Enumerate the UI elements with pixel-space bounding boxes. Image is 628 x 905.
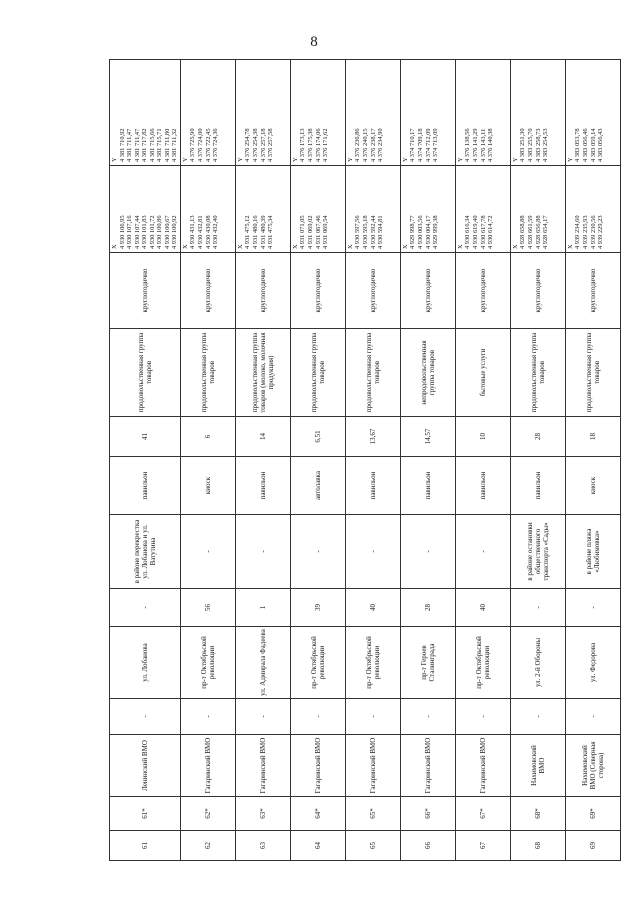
cell-object-type: павильон (400, 457, 455, 515)
coordinate-y-line: 4 376 234,90 (377, 128, 385, 162)
coordinate-x-line: 4 930 595,18 (362, 215, 370, 249)
cell-house-number: - (510, 589, 565, 627)
coordinate-y-line: 4 383 053,78 (574, 128, 582, 162)
cell-specialization: продовольственная группа товаров (180, 329, 235, 417)
coordinate-x-line: 4 930 597,56 (354, 215, 362, 249)
coordinate-y-line: 4 376 171,62 (322, 128, 330, 162)
cell-street: пр-т Октябрьской революции (290, 627, 345, 699)
cell-row-number: 62 (180, 831, 235, 861)
coordinate-y-line: 4 381 710,92 (118, 128, 126, 162)
cell-object-number: 61* (110, 797, 181, 831)
cell-district: Гагаринский ВМО (455, 735, 510, 797)
table-row (455, 60, 510, 861)
coordinate-x-line: 4 930 614,72 (487, 215, 495, 249)
coordinate-x-line: 4 929 998,77 (409, 215, 417, 249)
cell-object-type: киоск (565, 457, 620, 515)
table-row (510, 60, 565, 861)
cell-object-number: 66* (400, 797, 455, 831)
cell-row-number: 63 (235, 831, 290, 861)
cell-district: Гагаринский ВМО (180, 735, 235, 797)
cell-coordinates-y (110, 60, 181, 166)
cell-street: ул. 2-й Обороны (510, 627, 565, 699)
cell-district: Нахимовский ВМО (Северная сторона) (565, 735, 620, 797)
cell-operating-period: круглогодично (180, 253, 235, 329)
coordinate-y-line: 4 376 254,38 (252, 128, 260, 162)
cell-street: ул. Федорова (565, 627, 620, 699)
cell-column-4-value: - (290, 699, 345, 735)
cell-street: ул. Адмирала Фадеева (235, 627, 290, 699)
cell-row-number: 66 (400, 831, 455, 861)
page-number: 8 (310, 34, 318, 50)
coordinate-x-line: 4 930 107,16 (126, 215, 134, 249)
coordinate-x-line: 4 931 071,05 (299, 215, 307, 249)
cell-object-number: 69* (565, 797, 620, 831)
cell-object-type: павильон (110, 457, 181, 515)
coordinate-x-line: X (401, 244, 409, 249)
coordinate-y-line: 4 381 711,47 (126, 128, 134, 162)
coordinate-x-line: X (346, 244, 354, 249)
coordinate-x-line: X (181, 244, 189, 249)
coordinate-y-line: 4 376 722,45 (204, 128, 212, 162)
coordinate-y-line: 4 374 709,18 (417, 128, 425, 162)
coordinate-x-line: 4 930 107,44 (133, 215, 141, 249)
cell-house-number: 56 (180, 589, 235, 627)
coordinate-x-line: X (456, 244, 464, 249)
cell-specialization: продовольственная группа товаров (290, 329, 345, 417)
coordinate-y-line: Y (346, 157, 354, 162)
cell-coordinates-x (345, 166, 400, 253)
table-row (400, 60, 455, 861)
coordinate-y-line: 4 376 236,86 (354, 128, 362, 162)
coordinate-y-line: Y (401, 157, 409, 162)
cell-object-type: киоск (180, 457, 235, 515)
coordinate-y-line: 4 376 238,17 (369, 128, 377, 162)
cell-object-number: 62* (180, 797, 235, 831)
cell-coordinates-x (235, 166, 290, 253)
coordinate-y-line: 4 374 713,09 (432, 128, 440, 162)
cell-column-4-value: - (510, 699, 565, 735)
cell-column-4-value: - (345, 699, 400, 735)
cell-operating-period: круглогодично (565, 253, 620, 329)
table-row (180, 60, 235, 861)
cell-object-type: павильон (510, 457, 565, 515)
cell-specialization: бытовые услуги (455, 329, 510, 417)
coordinate-x-line: X (291, 244, 299, 249)
cell-district: Гагаринский ВМО (400, 735, 455, 797)
cell-area: 41 (110, 417, 181, 457)
cell-house-number: - (110, 589, 181, 627)
cell-coordinates-x (455, 166, 510, 253)
cell-operating-period: круглогодично (110, 253, 181, 329)
coordinate-y-line: Y (181, 157, 189, 162)
coordinate-y-line: 4 376 254,78 (244, 128, 252, 162)
coordinate-x-line: 4 929 999,38 (432, 215, 440, 249)
coordinate-y-line: Y (566, 157, 574, 162)
cell-specialization: продовольственная группа товаров (565, 329, 620, 417)
cell-area: 14 (235, 417, 290, 457)
coordinate-x-line: 4 930 100,86 (156, 215, 164, 249)
cell-coordinates-x (510, 166, 565, 253)
coordinate-x-line: 4 930 004,17 (424, 215, 432, 249)
coordinate-y-line: 4 374 710,17 (409, 128, 417, 162)
coordinate-y-line: 4 374 712,09 (424, 128, 432, 162)
cell-house-number: 1 (235, 589, 290, 627)
cell-column-4-value: - (455, 699, 510, 735)
cell-area: 13,67 (345, 417, 400, 457)
cell-specialization: продовольственная группа товаров (110, 329, 181, 417)
coordinate-x-line: 4 930 619,40 (472, 215, 480, 249)
cell-coordinates-x (290, 166, 345, 253)
coordinate-x-line: 4 930 616,34 (464, 215, 472, 249)
cell-column-4-value: - (180, 699, 235, 735)
coordinate-x-line: 4 931 480,39 (259, 215, 267, 249)
cell-operating-period: круглогодично (345, 253, 400, 329)
cell-district: Гагаринский ВМО (235, 735, 290, 797)
cell-coordinates-y (400, 60, 455, 166)
coordinate-y-line: 4 376 174,06 (314, 128, 322, 162)
cell-specialization: непродовольственная группа товаров (400, 329, 455, 417)
coordinate-x-line: 4 930 592,44 (369, 215, 377, 249)
coordinate-x-line: 4 930 617,78 (479, 215, 487, 249)
table-row (345, 60, 400, 861)
coordinate-x-line: 4 930 106,95 (118, 215, 126, 249)
coordinate-y-line: 4 381 715,71 (156, 128, 164, 162)
coordinate-y-line: 4 376 173,13 (299, 128, 307, 162)
cell-landmark: - (345, 515, 400, 589)
cell-column-4-value: - (565, 699, 620, 735)
cell-object-number: 64* (290, 797, 345, 831)
cell-house-number: 40 (455, 589, 510, 627)
trade-objects-table (109, 59, 621, 861)
coordinate-x-line: 4 930 432,40 (212, 215, 220, 249)
coordinate-y-line: Y (291, 157, 299, 162)
coordinate-x-line: 4 930 100,67 (163, 215, 171, 249)
cell-specialization: продовольственная группа товаров (молоко, молочная продукция) (235, 329, 290, 417)
table-row (235, 60, 290, 861)
cell-coordinates-x (565, 166, 620, 253)
coordinate-y-line: 4 376 240,15 (362, 128, 370, 162)
coordinate-x-line: 4 930 101,83 (141, 215, 149, 249)
cell-object-number: 63* (235, 797, 290, 831)
coordinate-x-line: X (566, 244, 574, 249)
cell-landmark: - (235, 515, 290, 589)
cell-coordinates-y (290, 60, 345, 166)
cell-coordinates-x (110, 166, 181, 253)
cell-row-number: 64 (290, 831, 345, 861)
cell-object-type: павильон (455, 457, 510, 515)
cell-specialization: продовольственная группа товаров (345, 329, 400, 417)
coordinate-y-line: 4 381 711,80 (163, 128, 171, 162)
coordinate-y-line: 4 383 059,14 (589, 128, 597, 162)
coordinate-x-line: 4 928 654,17 (542, 215, 550, 249)
coordinate-x-line: 4 928 656,88 (534, 215, 542, 249)
cell-operating-period: круглогодично (400, 253, 455, 329)
cell-row-number: 68 (510, 831, 565, 861)
coordinate-x-line: 4 939 234,60 (574, 215, 582, 249)
cell-landmark: - (180, 515, 235, 589)
cell-area: 28 (510, 417, 565, 457)
coordinate-y-line: 4 376 138,56 (464, 128, 472, 162)
coordinate-y-line: 4 383 056,43 (597, 128, 605, 162)
coordinate-y-line: 4 376 724,00 (197, 128, 205, 162)
coordinate-y-line: 4 383 254,53 (542, 128, 550, 162)
table-row (565, 60, 620, 861)
rotated-table-frame (109, 60, 605, 861)
coordinate-y-line: 4 381 711,32 (171, 128, 179, 162)
cell-specialization: продовольственная группа товаров (510, 329, 565, 417)
coordinate-y-line: 4 376 257,18 (259, 128, 267, 162)
coordinate-x-line: 4 930 431,13 (189, 215, 197, 249)
coordinate-x-line: X (111, 244, 118, 249)
cell-street: пр-т Героев Сталинграда (400, 627, 455, 699)
coordinate-x-line: 4 930 594,81 (377, 215, 385, 249)
cell-coordinates-y (180, 60, 235, 166)
cell-coordinates-y (345, 60, 400, 166)
coordinate-y-line: Y (236, 157, 244, 162)
coordinate-y-line: 4 383 255,70 (527, 128, 535, 162)
cell-column-4-value: - (400, 699, 455, 735)
table-row (110, 60, 181, 861)
coordinate-y-line: 4 376 143,11 (479, 128, 487, 162)
coordinate-y-line: Y (456, 157, 464, 162)
cell-column-4-value: - (235, 699, 290, 735)
coordinate-x-line: 4 931 069,54 (322, 215, 330, 249)
coordinate-x-line: 4 930 101,72 (148, 215, 156, 249)
coordinate-x-line: 4 931 067,46 (314, 215, 322, 249)
cell-coordinates-y (565, 60, 620, 166)
cell-object-number: 65* (345, 797, 400, 831)
cell-street: пр-т Октябрьской революции (180, 627, 235, 699)
cell-house-number: 39 (290, 589, 345, 627)
cell-coordinates-y (510, 60, 565, 166)
cell-row-number: 65 (345, 831, 400, 861)
cell-area: 10 (455, 417, 510, 457)
coordinate-y-line: 4 376 140,38 (487, 128, 495, 162)
coordinate-x-line: 4 930 430,08 (204, 215, 212, 249)
coordinate-x-line: 4 930 432,81 (197, 215, 205, 249)
coordinate-x-line: 4 930 100,92 (171, 215, 179, 249)
cell-landmark: в районе пляжа «Любимовка» (565, 515, 620, 589)
cell-area: 14,57 (400, 417, 455, 457)
cell-operating-period: круглогодично (455, 253, 510, 329)
cell-street: пр-т Октябрьской революции (345, 627, 400, 699)
cell-operating-period: круглогодично (235, 253, 290, 329)
coordinate-x-line: 4 939 229,23 (597, 215, 605, 249)
table-row (290, 60, 345, 861)
cell-street: пр-т Октябрьской революции (455, 627, 510, 699)
cell-coordinates-y (235, 60, 290, 166)
coordinate-x-line: 4 928 661,59 (527, 215, 535, 249)
cell-district: Нахимовский ВМО (510, 735, 565, 797)
coordinate-x-line: X (236, 244, 244, 249)
coordinate-x-line: 4 931 480,16 (252, 215, 260, 249)
cell-coordinates-x (180, 166, 235, 253)
coordinate-y-line: 4 383 258,73 (534, 128, 542, 162)
coordinate-y-line: 4 381 711,47 (133, 128, 141, 162)
coordinate-x-line: 4 939 230,56 (589, 215, 597, 249)
coordinate-y-line: 4 376 141,29 (472, 128, 480, 162)
cell-coordinates-y (455, 60, 510, 166)
cell-operating-period: круглогодично (290, 253, 345, 329)
cell-landmark: - (400, 515, 455, 589)
cell-landmark: в районе остановки общественного транспорта «Сады» (510, 515, 565, 589)
coordinate-y-line: 4 376 725,90 (189, 128, 197, 162)
cell-street: ул. Лобанова (110, 627, 181, 699)
cell-object-number: 68* (510, 797, 565, 831)
cell-district: Гагаринский ВМО (345, 735, 400, 797)
cell-column-4-value: - (110, 699, 181, 735)
cell-house-number: - (565, 589, 620, 627)
cell-row-number: 61 (110, 831, 181, 861)
coordinate-y-line: 4 381 715,66 (148, 128, 156, 162)
cell-landmark: в районе перекрестка ул. Лобанова и ул. Ватутина (110, 515, 181, 589)
coordinate-x-line: 4 928 658,88 (519, 215, 527, 249)
coordinate-x-line: 4 931 475,12 (244, 215, 252, 249)
coordinate-y-line: 4 383 056,46 (582, 128, 590, 162)
coordinate-y-line: Y (511, 157, 519, 162)
coordinate-y-line: Y (111, 157, 118, 162)
cell-landmark: - (290, 515, 345, 589)
cell-row-number: 69 (565, 831, 620, 861)
coordinate-y-line: 4 376 175,38 (307, 128, 315, 162)
coordinate-y-line: 4 383 251,30 (519, 128, 527, 162)
cell-coordinates-x (400, 166, 455, 253)
coordinate-x-line: 4 931 069,02 (307, 215, 315, 249)
coordinate-x-line: X (511, 244, 519, 249)
cell-landmark: - (455, 515, 510, 589)
coordinate-y-line: 4 376 724,36 (212, 128, 220, 162)
rotated-table-content (109, 60, 605, 861)
cell-area: 18 (565, 417, 620, 457)
cell-area: 6 (180, 417, 235, 457)
cell-house-number: 40 (345, 589, 400, 627)
cell-area: 6,51 (290, 417, 345, 457)
coordinate-x-line: 4 939 235,93 (582, 215, 590, 249)
coordinate-y-line: 4 376 257,58 (267, 128, 275, 162)
cell-object-type: автолавка (290, 457, 345, 515)
cell-object-number: 67* (455, 797, 510, 831)
cell-object-type: павильон (345, 457, 400, 515)
coordinate-y-line: 4 381 717,82 (141, 128, 149, 162)
coordinate-x-line: 4 931 475,34 (267, 215, 275, 249)
cell-operating-period: круглогодично (510, 253, 565, 329)
cell-row-number: 67 (455, 831, 510, 861)
cell-object-type: павильон (235, 457, 290, 515)
coordinate-x-line: 4 930 003,56 (417, 215, 425, 249)
cell-house-number: 28 (400, 589, 455, 627)
cell-district: Ленинский ВМО (110, 735, 181, 797)
cell-district: Гагаринский ВМО (290, 735, 345, 797)
